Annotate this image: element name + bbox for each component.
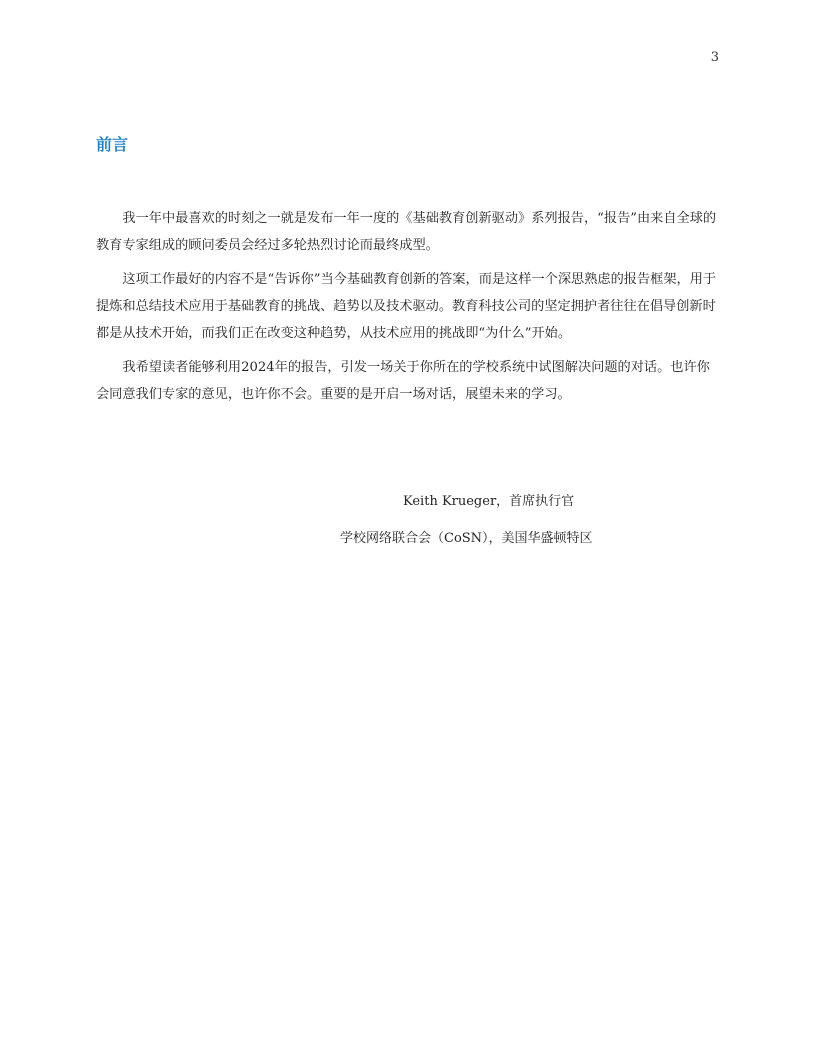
paragraph-3: 我希望读者能够利用2024年的报告，引发一场关于你所在的学校系统中试图解决问题的对话。也许你会同意我们专家的意见，也许你不会。重要的是开启一场对话，展望未来的学习。 <box>96 360 710 402</box>
page-number: 3 <box>710 50 719 65</box>
page-title: 前言 <box>96 135 129 154</box>
signature-organization: 学校网络联合会（CoSN），美国华盛顿特区 <box>340 531 593 546</box>
paragraph-2: 这项工作最好的内容不是“告诉你”当今基础教育创新的答案，而是这样一个深思熟虑的报告框架，用于提炼和总结技术应用于基础教育的挑战、趋势以及技术驱动。教育科技公司的坚定拥护者往往在倡导创新时都是从技术开始，而我们正在改变这种趋势，从技术应用的挑战即“为什么”开始。 <box>96 272 717 341</box>
paragraph-1: 我一年中最喜欢的时刻之一就是发布一年一度的《基础教育创新驱动》系列报告，“报告”由来自全球的教育专家组成的顾问委员会经过多轮热烈讨论而最终成型。 <box>96 211 717 253</box>
preface-body <box>96 205 718 415</box>
signature-name-title: Keith Krueger，首席执行官 <box>403 494 575 509</box>
